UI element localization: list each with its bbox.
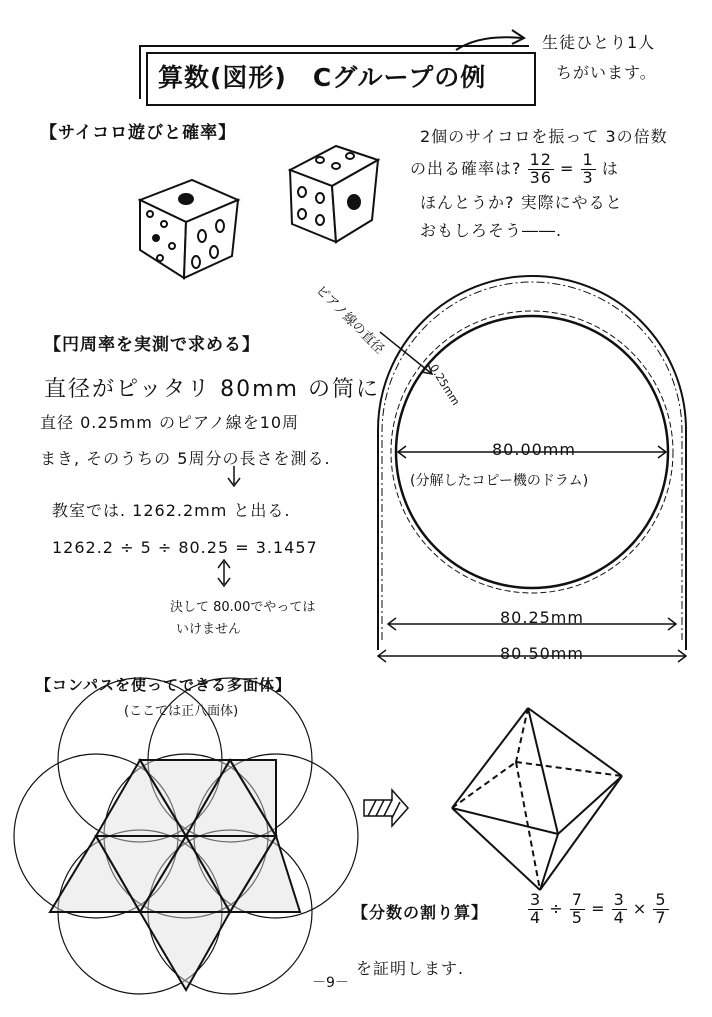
dice-text-line-3: ほんとうか? 実際にやると [420, 193, 623, 212]
fraction-5-7: $\frac{5}{7}$ [655, 890, 667, 927]
pi-classroom: 教室では. 1262.2mm と出る. [52, 501, 291, 520]
dice-heading: 【サイコロ遊びと確率】 [40, 123, 237, 143]
divide-sign: ÷ [549, 898, 564, 918]
outer-diameter-label: 80.50mm [500, 644, 584, 663]
pi-line-2: 直径 0.25mm のピアノ線を10周 [40, 413, 300, 432]
wire-label: ピアノ線の直径 [312, 282, 387, 358]
compass-heading: 【コンパスを使ってできる多面体】 [36, 676, 291, 694]
times-sign: × [632, 898, 648, 918]
fraction-1-3: $\frac{1}{3}$ [582, 150, 594, 187]
dice-text-suffix: は [601, 158, 619, 178]
drum-diagram [378, 276, 686, 662]
inner-diameter-label: 80.00mm [492, 440, 576, 459]
note-line-1: 生徒ひとり1人 [542, 33, 656, 52]
pi-equation: 1262.2 ÷ 5 ÷ 80.25 = 3.1457 [52, 538, 318, 557]
fraction-12-36: $\frac{12}{36}$ [529, 150, 552, 187]
dice-text-prefix: の出る確率は? [410, 158, 522, 178]
fraction-proof: を証明します. [356, 959, 465, 978]
dice-text-line-1: 2個のサイコロを振って 3の倍数 [420, 127, 668, 146]
page-title: 算数(図形) Cグループの例 [158, 63, 487, 92]
octahedron [452, 708, 622, 890]
pi-never-2: いけません [176, 622, 242, 637]
down-arrow-icon [218, 466, 240, 586]
page-number: －9－ [312, 975, 349, 991]
pi-line-3: まき, そのうちの 5周分の長さを測る. [40, 449, 331, 468]
die-right-icon [290, 146, 378, 242]
fraction-3-4-a: $\frac{3}{4}$ [530, 890, 542, 927]
mid-diameter-label: 80.25mm [500, 608, 584, 627]
fraction-heading: 【分数の割り算】 [352, 903, 489, 922]
die-left-icon [140, 180, 238, 278]
equals-sign: = [560, 158, 575, 178]
compass-sub: (ここでは正八面体) [124, 704, 239, 719]
equals-sign-2: = [591, 898, 606, 918]
striped-arrow-icon [364, 790, 408, 826]
fraction-3-4-b: $\frac{3}{4}$ [613, 890, 625, 927]
pi-heading: 【円周率を実測で求める】 [44, 335, 260, 355]
pi-line-1: 直径がピッタリ 80mm の筒に [44, 377, 380, 402]
fraction-7-5: $\frac{7}{5}$ [571, 890, 583, 927]
wire-size-label: 0.25mm [426, 362, 463, 408]
octahedron-net [50, 760, 300, 990]
dice-text-line-4: おもしろそう――. [420, 221, 563, 240]
note-line-2: ちがいます。 [556, 63, 657, 82]
drum-note: (分解したコピー機のドラム) [410, 473, 589, 489]
pi-never-1: 決して 80.00でやっては [170, 600, 316, 615]
